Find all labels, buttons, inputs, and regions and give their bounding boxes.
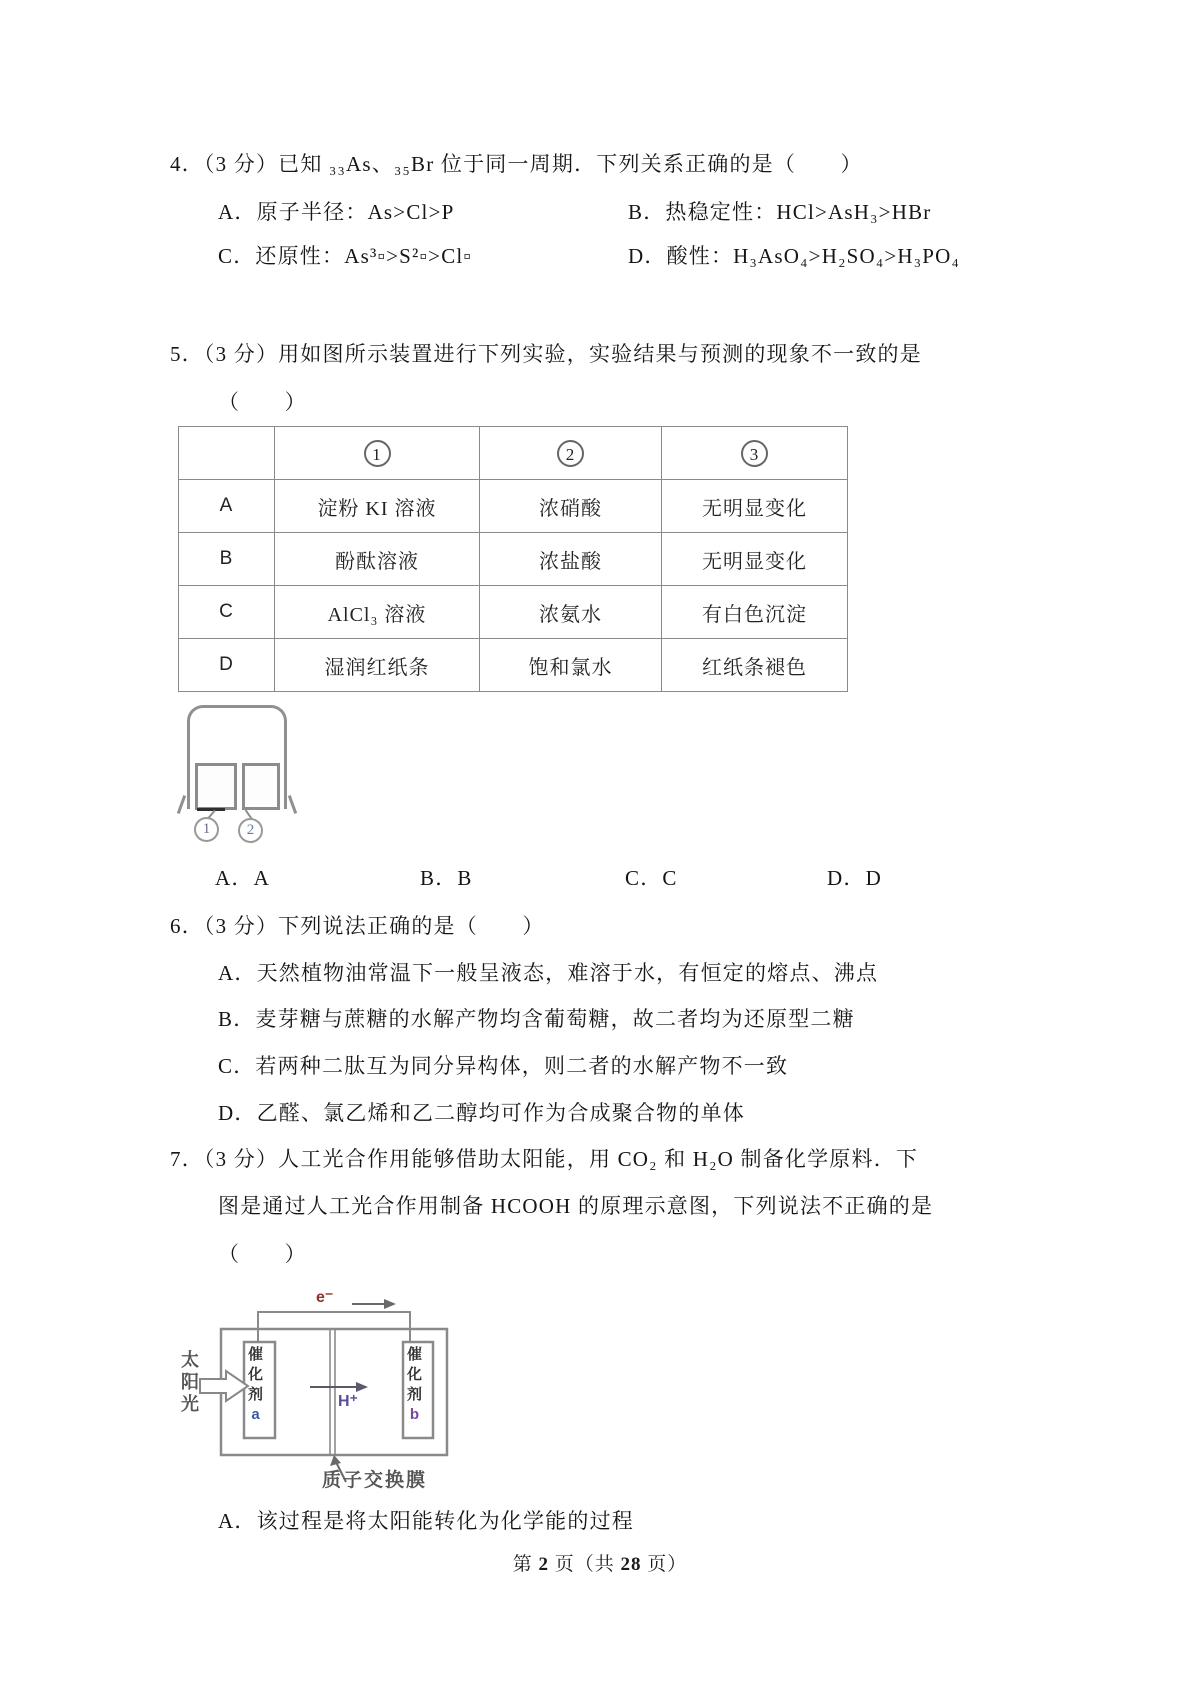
bell-jar-flare-left [177, 795, 186, 814]
question-6-option-c: C．若两种二肽互为同分异构体，则二者的水解产物不一致 [218, 1054, 789, 1078]
catalyst-a-text: 催化剂 [247, 1346, 263, 1403]
question-7-stem-line2: 图是通过人工光合作用制备 HCOOH 的原理示意图，下列说法不正确的是 [218, 1194, 934, 1218]
table-header-2 [480, 427, 662, 480]
cell: 无明显变化 [662, 533, 848, 586]
cell: 饱和氯水 [480, 639, 662, 692]
question-5-paren: （ ） [218, 390, 307, 414]
circled-3-icon: 3 [741, 440, 768, 467]
experiment-table [178, 426, 848, 692]
cell: 酚酞溶液 [275, 533, 480, 586]
question-4-option-b: B．热稳定性：HCl>AsH₃>HBr [628, 200, 932, 224]
row-label: C [179, 586, 275, 639]
footer-total-pages: 28 [620, 1554, 642, 1575]
proton-label: H⁺ [338, 1393, 358, 1410]
question-5-answer-d: D．D [827, 866, 882, 890]
cell-figure-drawing [180, 1285, 470, 1495]
table-row [179, 480, 848, 533]
membrane-label: 质子交换膜 [322, 1470, 428, 1491]
electron-label: e⁻ [316, 1289, 334, 1306]
question-4-option-d: D．酸性：H₃AsO₄>H₂SO₄>H₃PO₄ [628, 244, 961, 268]
photocatalysis-cell-figure [180, 1285, 470, 1495]
cell: 有白色沉淀 [662, 586, 848, 639]
question-7-paren: （ ） [218, 1242, 307, 1266]
question-4-stem: 4．（3 分）已知 ₃₃As、₃₅Br 位于同一周期．下列关系正确的是（ ） [170, 152, 863, 176]
circled-2-icon: 2 [557, 440, 584, 467]
circled-2-label: 2 [238, 818, 263, 843]
question-6-stem: 6．（3 分）下列说法正确的是（ ） [170, 914, 545, 938]
question-4-option-c: C．还原性：As³▫>S²▫>Cl▫ [218, 244, 473, 268]
catalyst-a-label [247, 1345, 264, 1425]
cell: 淀粉 KI 溶液 [275, 480, 480, 533]
row-label: D [179, 639, 275, 692]
question-5-answer-a: A．A [215, 866, 270, 890]
page-footer [0, 1549, 1200, 1576]
question-6-option-b: B．麦芽糖与蔗糖的水解产物均含葡萄糖，故二者均为还原型二糖 [218, 1007, 855, 1031]
table-row [179, 533, 848, 586]
question-7-stem-line1: 7．（3 分）人工光合作用能够借助太阳能，用 CO₂ 和 H₂O 制备化学原料．下 [170, 1147, 919, 1171]
sunlight-label: 太阳光 [181, 1350, 199, 1414]
table-row [179, 639, 848, 692]
table-row [179, 586, 848, 639]
cell: 无明显变化 [662, 480, 848, 533]
cell: 浓氨水 [480, 586, 662, 639]
row-label: B [179, 533, 275, 586]
cell: 浓盐酸 [480, 533, 662, 586]
footer-text: 页） [641, 1554, 688, 1575]
table-header-row [179, 427, 848, 480]
electrode-b-letter: b [409, 1406, 420, 1423]
bell-jar-flare-right [288, 795, 297, 814]
cell: 浓硝酸 [480, 480, 662, 533]
question-4-option-a: A．原子半径：As>Cl>P [218, 200, 455, 224]
footer-text: 第 [512, 1554, 539, 1575]
circled-1-icon: 1 [364, 440, 391, 467]
cell: AlCl₃ 溶液 [275, 586, 480, 639]
table-header-3 [662, 427, 848, 480]
question-5-stem: 5．（3 分）用如图所示装置进行下列实验，实验结果与预测的现象不一致的是 [170, 342, 922, 366]
cell: 红纸条褪色 [662, 639, 848, 692]
electron-arrowhead [384, 1299, 396, 1309]
question-5-answer-b: B．B [420, 866, 473, 890]
beaker-2 [242, 763, 280, 810]
beaker-1 [195, 763, 237, 810]
question-6-option-a: A．天然植物油常温下一般呈液态，难溶于水，有恒定的熔点、沸点 [218, 961, 879, 985]
row-label: A [179, 480, 275, 533]
cell: 湿润红纸条 [275, 639, 480, 692]
footer-text: 页（共 [548, 1554, 621, 1575]
catalyst-b-text: 催化剂 [406, 1346, 422, 1403]
question-6-option-d: D．乙醛、氯乙烯和乙二醇均可作为合成聚合物的单体 [218, 1101, 745, 1125]
question-5-answer-c: C．C [625, 866, 678, 890]
base-line [197, 808, 225, 811]
question-7-option-a: A．该过程是将太阳能转化为化学能的过程 [218, 1509, 634, 1533]
footer-page-number: 2 [538, 1554, 549, 1575]
electrode-a-letter: a [251, 1406, 260, 1423]
table-header-1 [275, 427, 480, 480]
circled-1-label: 1 [194, 817, 219, 842]
table-corner-cell [179, 427, 275, 480]
catalyst-b-label [406, 1345, 423, 1425]
